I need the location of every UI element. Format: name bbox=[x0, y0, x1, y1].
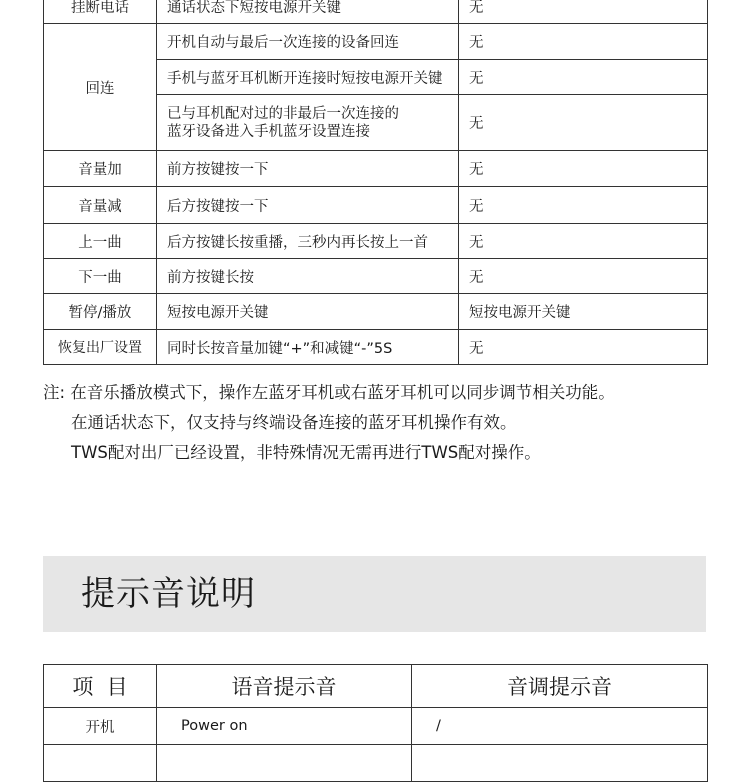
operation-cell: 通话状态下短按电源开关键 bbox=[157, 0, 459, 24]
operation-cell: 无 bbox=[459, 187, 708, 224]
table-row bbox=[44, 187, 708, 224]
operation-cell bbox=[157, 95, 459, 151]
operation-cell: 开机自动与最后一次连接的设备回连 bbox=[157, 24, 459, 60]
function-cell: 挂断电话 bbox=[44, 0, 157, 24]
operation-cell: 无 bbox=[459, 151, 708, 187]
function-cell: 回连 bbox=[44, 24, 157, 151]
function-cell: 音量减 bbox=[44, 187, 157, 224]
operation-cell: 无 bbox=[459, 259, 708, 294]
column-header: 项 目 bbox=[44, 665, 157, 708]
operation-cell: 短按电源开关键 bbox=[157, 294, 459, 330]
operation-cell: 无 bbox=[459, 330, 708, 365]
table-row bbox=[44, 0, 708, 24]
operation-cell: 同时长按音量加键“+”和减键“-”5S bbox=[157, 330, 459, 365]
table-row bbox=[44, 745, 708, 782]
item-cell bbox=[44, 745, 157, 782]
voice-cell bbox=[157, 745, 412, 782]
operation-cell: 短按电源开关键 bbox=[459, 294, 708, 330]
operation-cell: 后方按键长按重播，三秒内再长按上一首 bbox=[157, 224, 459, 259]
table-row bbox=[44, 224, 708, 259]
table-row bbox=[44, 708, 708, 745]
section-title: 提示音说明 bbox=[81, 574, 256, 614]
function-cell: 上一曲 bbox=[44, 224, 157, 259]
operation-text-line: 蓝牙设备进入手机蓝牙设置连接 bbox=[167, 123, 370, 140]
item-cell: 开机 bbox=[44, 708, 157, 745]
operation-cell: 无 bbox=[459, 24, 708, 60]
tone-cell: / bbox=[412, 708, 708, 745]
section-header-band bbox=[43, 556, 706, 632]
operation-cell: 后方按键按一下 bbox=[157, 187, 459, 224]
function-cell: 暂停/播放 bbox=[44, 294, 157, 330]
notes-block bbox=[43, 378, 615, 468]
operation-cell: 无 bbox=[459, 0, 708, 24]
prompt-tone-table bbox=[43, 664, 708, 782]
function-cell: 音量加 bbox=[44, 151, 157, 187]
operation-cell: 前方按键按一下 bbox=[157, 151, 459, 187]
table-row bbox=[44, 151, 708, 187]
tone-cell bbox=[412, 745, 708, 782]
operation-table bbox=[43, 0, 708, 365]
table-row bbox=[44, 259, 708, 294]
table-row bbox=[44, 330, 708, 365]
function-cell: 下一曲 bbox=[44, 259, 157, 294]
operation-cell: 无 bbox=[459, 224, 708, 259]
column-header: 语音提示音 bbox=[157, 665, 412, 708]
operation-cell: 手机与蓝牙耳机断开连接时短按电源开关键 bbox=[157, 60, 459, 95]
note-line: 注: 在音乐播放模式下，操作左蓝牙耳机或右蓝牙耳机可以同步调节相关功能。 bbox=[43, 383, 615, 402]
table-header-row bbox=[44, 665, 708, 708]
operation-cell: 无 bbox=[459, 95, 708, 151]
operation-cell: 前方按键长按 bbox=[157, 259, 459, 294]
table-row bbox=[44, 294, 708, 330]
note-line: TWS配对出厂已经设置，非特殊情况无需再进行TWS配对操作。 bbox=[71, 443, 541, 462]
operation-cell: 无 bbox=[459, 60, 708, 95]
table-row bbox=[44, 24, 708, 60]
note-line: 在通话状态下，仅支持与终端设备连接的蓝牙耳机操作有效。 bbox=[71, 413, 517, 432]
voice-cell: Power on bbox=[157, 708, 412, 745]
function-cell: 恢复出厂设置 bbox=[44, 330, 157, 365]
operation-text-line: 已与耳机配对过的非最后一次连接的 bbox=[167, 105, 399, 122]
column-header: 音调提示音 bbox=[412, 665, 708, 708]
